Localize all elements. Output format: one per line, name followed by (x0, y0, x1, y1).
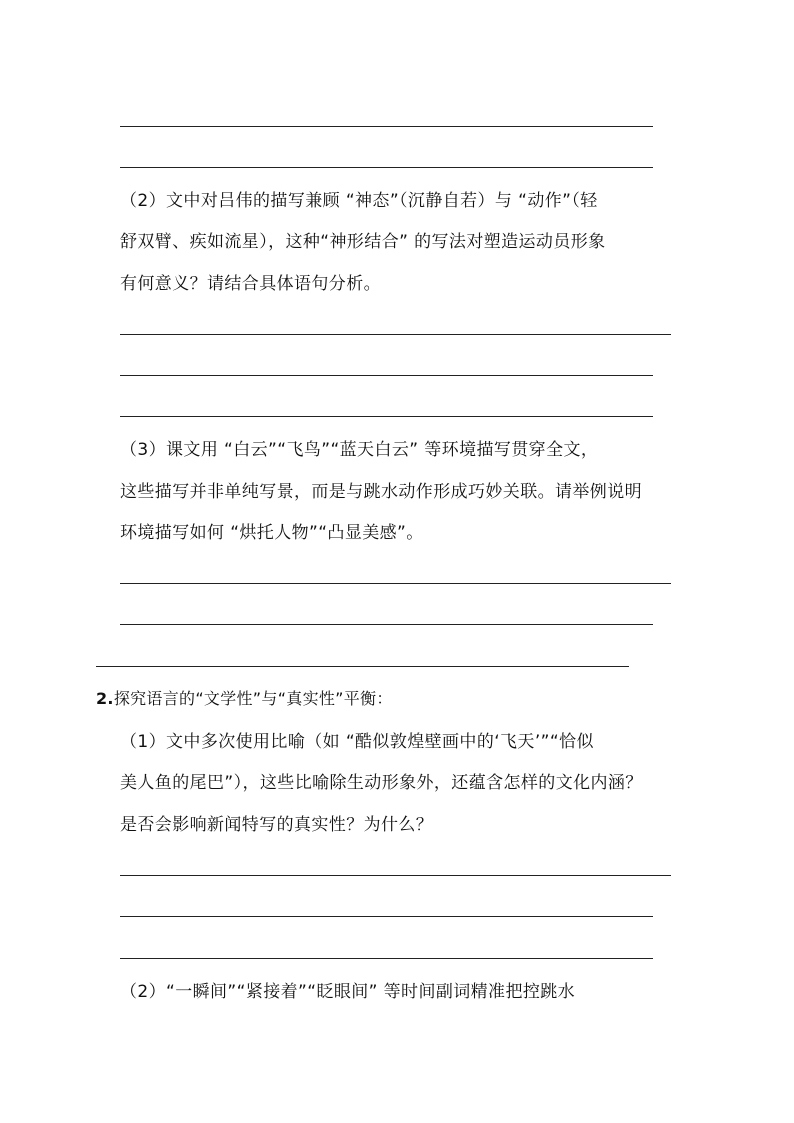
question-text: 有何意义？请结合具体语句分析。 (120, 274, 381, 294)
question-text: （1）文中多次使用比喻（如 “酷似敦煌壁画中的‘飞天’”“恰似 (120, 732, 594, 752)
question-2-heading (96, 687, 393, 711)
question-text: 美人鱼的尾巴”），这些比喻除生动形象外，还蕴含怎样的文化内涵？ (120, 773, 643, 793)
answer-line (120, 375, 653, 376)
answer-line (120, 916, 653, 917)
answer-line (120, 875, 671, 876)
answer-line (120, 126, 653, 127)
answer-line (120, 624, 653, 625)
question-text: 舒双臂、疾如流星），这种“神形结合” 的写法对塑造运动员形象 (120, 232, 606, 252)
answer-line (120, 958, 653, 959)
answer-line (120, 583, 671, 584)
question-text: （3）课文用 “白云”“飞鸟”“蓝天白云” 等环境描写贯穿全文， (120, 440, 599, 460)
question-number: 2. (96, 689, 114, 708)
answer-line (120, 167, 653, 168)
answer-line (120, 334, 671, 335)
question-text: 是否会影响新闻特写的真实性？为什么？ (120, 815, 434, 835)
question-text: （2）“一瞬间”“紧接着”“眨眼间” 等时间副词精准把控跳水 (120, 982, 576, 1002)
question-text: 环境描写如何 “烘托人物”“凸显美感”。 (120, 523, 424, 543)
question-title: 探究语言的“文学性”与“真实性”平衡： (113, 689, 393, 708)
answer-line (120, 416, 653, 417)
question-text: 这些描写并非单纯写景，而是与跳水动作形成巧妙关联。请举例说明 (120, 482, 642, 502)
section-divider (96, 666, 629, 667)
question-text: （2）文中对吕伟的描写兼顾 “神态”（沉静自若）与 “动作”（轻 (120, 191, 598, 211)
